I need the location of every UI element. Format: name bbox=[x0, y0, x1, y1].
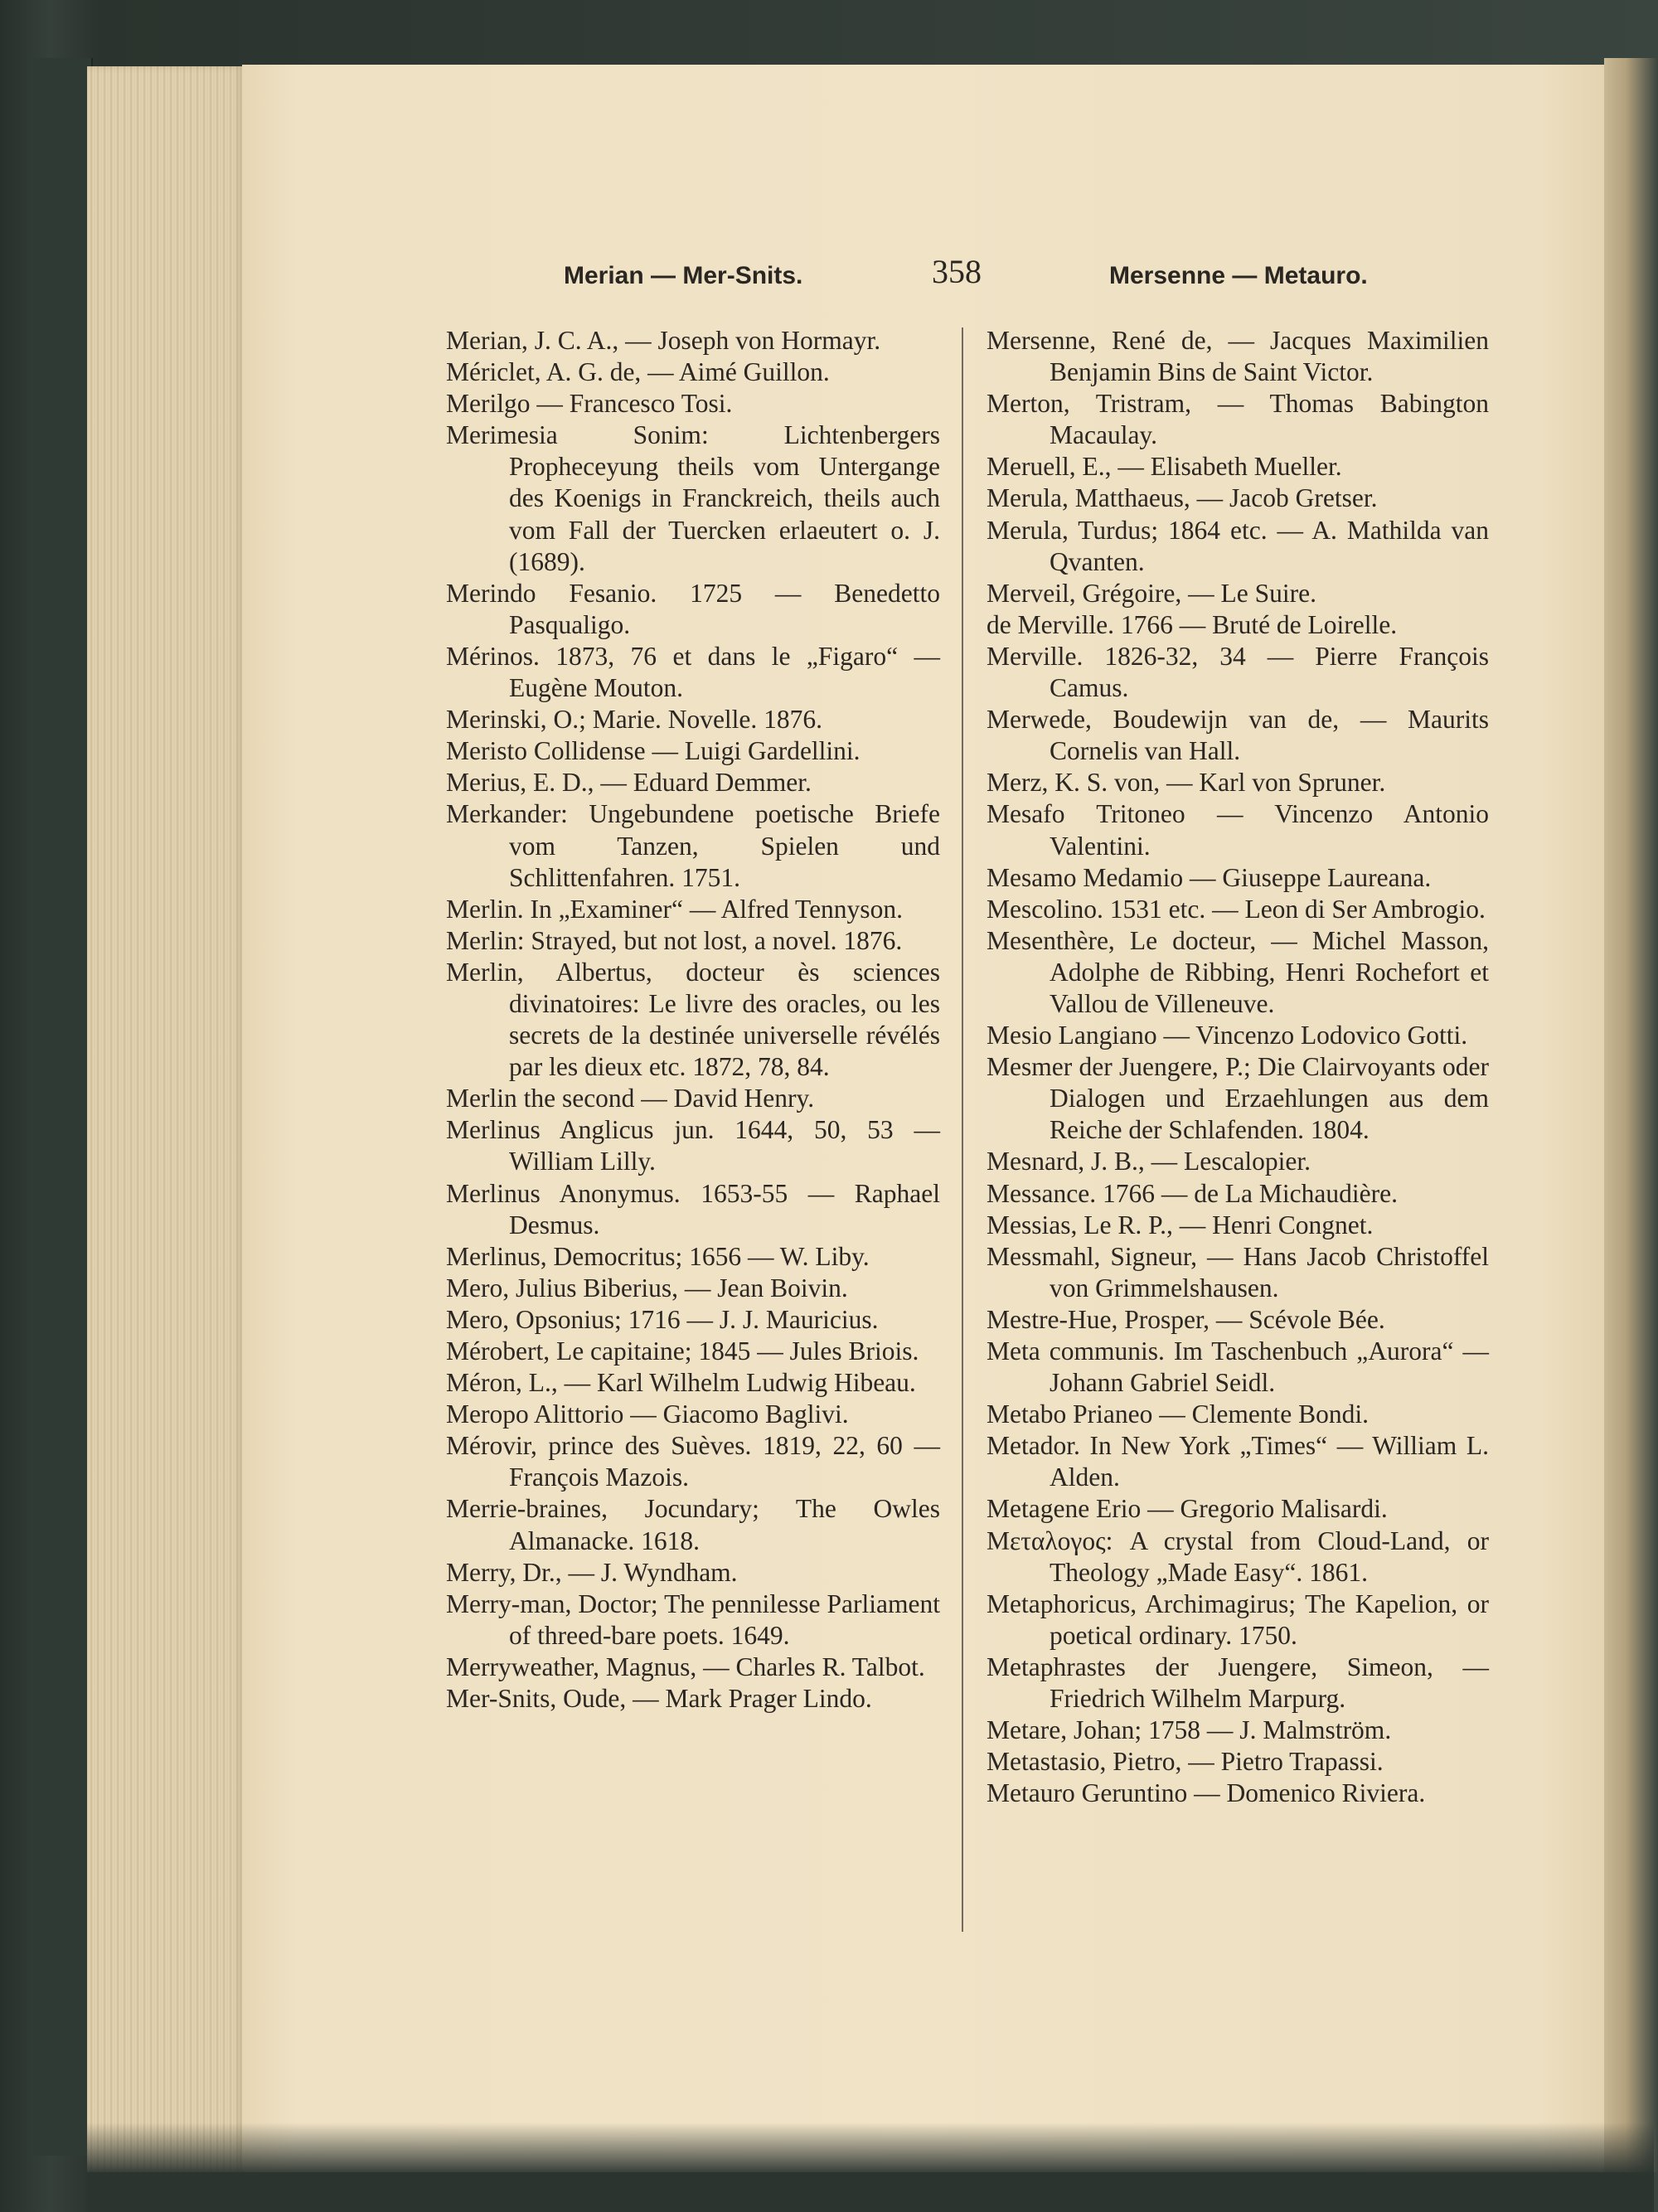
index-entry: Merula, Turdus; 1864 etc. — A. Mathilda van Qvanten. bbox=[987, 515, 1489, 576]
index-entry: Mescolino. 1531 etc. — Leon di Ser Ambrogio. bbox=[987, 894, 1486, 924]
index-entry: Mériclet, A. G. de, — Aimé Guillon. bbox=[446, 357, 830, 387]
index-entry: Metaphoricus, Archimagirus; The Kapelion, or poetical ordinary. 1750. bbox=[987, 1589, 1489, 1650]
index-entry: Merian, J. C. A., — Joseph von Hormayr. bbox=[446, 326, 881, 355]
index-entry: Merwede, Boudewijn van de, — Maurits Cornelis van Hall. bbox=[987, 705, 1489, 766]
index-entry: Meristo Collidense — Luigi Gardellini. bbox=[446, 736, 861, 766]
right-column bbox=[987, 325, 1489, 1809]
index-entry: Merton, Tristram, — Thomas Babington Macaulay. bbox=[987, 389, 1489, 450]
index-entry: Metabo Prianeo — Clemente Bondi. bbox=[987, 1399, 1370, 1429]
index-entry: Merry-man, Doctor; The pennilesse Parliament of threed-bare poets. 1649. bbox=[446, 1589, 940, 1650]
index-entry: Meruell, E., — Elisabeth Mueller. bbox=[987, 452, 1342, 482]
index-entry: Merindo Fesanio. 1725 — Benedetto Pasqualigo. bbox=[446, 578, 940, 639]
index-entry: Mesafo Tritoneo — Vincenzo Antonio Valentini. bbox=[987, 799, 1489, 861]
index-entry: Μεταλογος: A crystal from Cloud-Land, or Theology „Made Easy“. 1861. bbox=[987, 1526, 1489, 1587]
index-entry: Mesenthère, Le docteur, — Michel Masson, Adolphe de Ribbing, Henri Rochefort et Vallou de Villeneuve. bbox=[987, 925, 1489, 1018]
index-entry: Merrie-braines, Jocundary; The Owles Almanacke. 1618. bbox=[446, 1494, 940, 1555]
index-entry: Mesnard, J. B., — Lescalopier. bbox=[987, 1147, 1311, 1176]
index-entry: Mero, Opsonius; 1716 — J. J. Mauricius. bbox=[446, 1304, 879, 1334]
index-entry: Merlinus, Democritus; 1656 — W. Liby. bbox=[446, 1241, 870, 1271]
index-entry: Mesio Langiano — Vincenzo Lodovico Gotti. bbox=[987, 1021, 1468, 1050]
index-entry: Merlin, Albertus, docteur ès sciences divinatoires: Le livre des oracles, ou les secrets de la destinée universelle révélés par les dieux etc. 1872, 78, 84. bbox=[446, 957, 940, 1082]
index-entry: Merinski, O.; Marie. Novelle. 1876. bbox=[446, 705, 823, 735]
index-entry: Mérinos. 1873, 76 et dans le „Figaro“ — Eugène Mouton. bbox=[446, 641, 940, 703]
index-entry: Merula, Matthaeus, — Jacob Gretser. bbox=[987, 483, 1378, 513]
index-entry: Messance. 1766 — de La Michaudière. bbox=[987, 1178, 1398, 1208]
left-column bbox=[446, 325, 940, 1715]
running-head-right: Mersenne — Metauro. bbox=[1109, 262, 1368, 289]
index-entry: Merkander: Ungebundene poetische Briefe vom Tanzen, Spielen und Schlittenfahren. 1751. bbox=[446, 799, 940, 892]
index-entry: de Merville. 1766 — Bruté de Loirelle. bbox=[987, 609, 1398, 639]
index-entry: Metador. In New York „Times“ — William L. Alden. bbox=[987, 1431, 1489, 1492]
index-entry: Merryweather, Magnus, — Charles R. Talbot. bbox=[446, 1652, 925, 1681]
index-entry: Merlin the second — David Henry. bbox=[446, 1084, 815, 1113]
index-entry: Merveil, Grégoire, — Le Suire. bbox=[987, 578, 1316, 608]
index-entry: Merilgo — Francesco Tosi. bbox=[446, 389, 733, 419]
bottom-cover-shadow bbox=[87, 2122, 1654, 2212]
index-entry: Metauro Geruntino — Domenico Riviera. bbox=[987, 1778, 1426, 1808]
book-spine bbox=[33, 58, 93, 2156]
index-entry: Mestre-Hue, Prosper, — Scévole Bée. bbox=[987, 1304, 1385, 1334]
index-entry: Meropo Alittorio — Giacomo Baglivi. bbox=[446, 1399, 849, 1429]
index-entry: Mesamo Medamio — Giuseppe Laureana. bbox=[987, 862, 1432, 892]
facing-page-edge bbox=[1604, 58, 1658, 2172]
index-entry: Mesmer der Juengere, P.; Die Clairvoyants oder Dialogen und Erzaehlungen aus dem Reiche der Schlafenden. 1804. bbox=[987, 1052, 1489, 1145]
index-entry: Merry, Dr., — J. Wyndham. bbox=[446, 1557, 738, 1587]
index-entry: Merius, E. D., — Eduard Demmer. bbox=[446, 768, 812, 798]
index-entry: Metastasio, Pietro, — Pietro Trapassi. bbox=[987, 1747, 1384, 1777]
index-entry: Mero, Julius Biberius, — Jean Boivin. bbox=[446, 1273, 848, 1302]
running-head-left: Merian — Mer-Snits. bbox=[564, 262, 803, 289]
index-entry: Mersenne, René de, — Jacques Maximilien Benjamin Bins de Saint Victor. bbox=[987, 326, 1489, 387]
index-entry: Merz, K. S. von, — Karl von Spruner. bbox=[987, 768, 1386, 798]
page-edges bbox=[87, 66, 245, 2172]
index-entry: Merville. 1826-32, 34 — Pierre François Camus. bbox=[987, 641, 1489, 703]
index-entry: Metagene Erio — Gregorio Malisardi. bbox=[987, 1494, 1388, 1524]
index-entry: Merlinus Anonymus. 1653-55 — Raphael Desmus. bbox=[446, 1178, 940, 1239]
index-entry: Merlinus Anglicus jun. 1644, 50, 53 — William Lilly. bbox=[446, 1115, 940, 1176]
index-entry: Metaphrastes der Juengere, Simeon, — Friedrich Wilhelm Marpurg. bbox=[987, 1652, 1489, 1714]
index-entry: Merlin. In „Examiner“ — Alfred Tennyson. bbox=[446, 894, 903, 924]
page-number: 358 bbox=[932, 253, 982, 290]
index-entry: Messmahl, Signeur, — Hans Jacob Christoffel von Grimmelshausen. bbox=[987, 1241, 1489, 1302]
index-entry: Merimesia Sonim: Lichtenbergers Propheceyung theils vom Untergange des Koenigs in Franckreich, theils auch vom Fall der Tuercken erlaeutert o. J. (1689). bbox=[446, 420, 940, 576]
index-entry: Messias, Le R. P., — Henri Congnet. bbox=[987, 1210, 1374, 1239]
index-entry: Mer-Snits, Oude, — Mark Prager Lindo. bbox=[446, 1684, 872, 1714]
index-entry: Mérobert, Le capitaine; 1845 — Jules Briois. bbox=[446, 1336, 919, 1366]
index-entry: Merlin: Strayed, but not lost, a novel. 1876. bbox=[446, 925, 903, 955]
index-entry: Méron, L., — Karl Wilhelm Ludwig Hibeau. bbox=[446, 1368, 916, 1398]
index-entry: Mérovir, prince des Suèves. 1819, 22, 60 — François Mazois. bbox=[446, 1431, 940, 1492]
index-entry: Metare, Johan; 1758 — J. Malmström. bbox=[987, 1715, 1392, 1745]
column-divider bbox=[962, 327, 963, 1932]
index-entry: Meta communis. Im Taschenbuch „Aurora“ — Johann Gabriel Seidl. bbox=[987, 1336, 1489, 1398]
